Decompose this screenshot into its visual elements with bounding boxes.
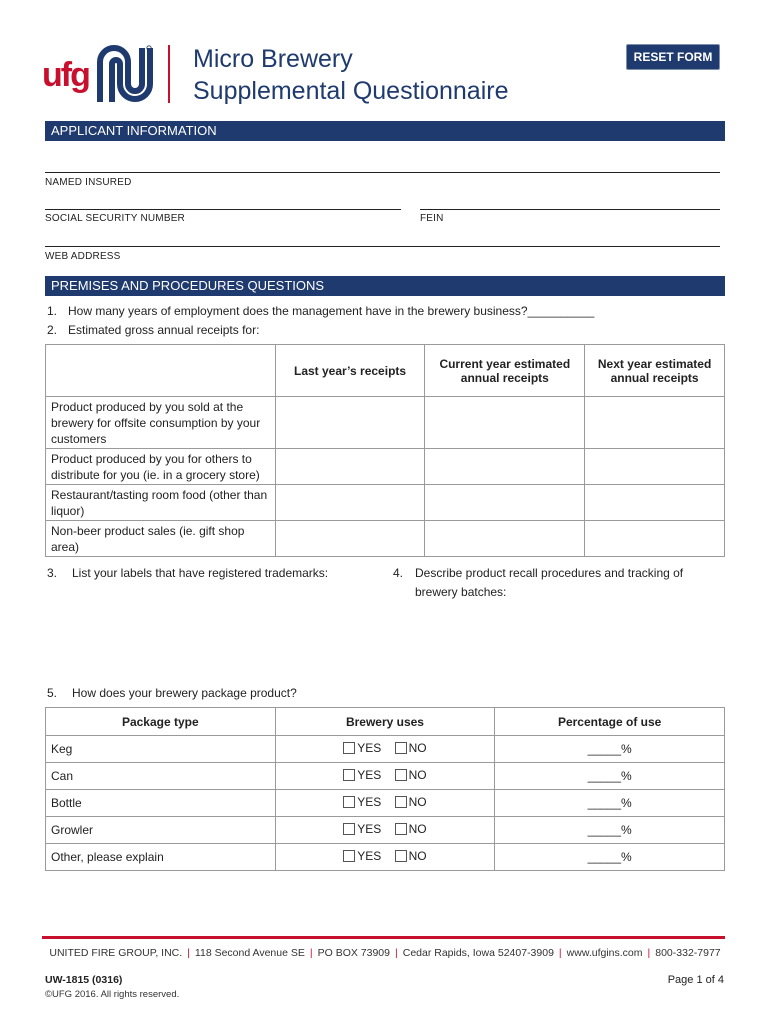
ufg-logo [42, 44, 154, 104]
other-yes-checkbox[interactable] [343, 850, 355, 862]
receipts-cell-last-year[interactable] [275, 521, 425, 557]
page-number: Page 1 of 4 [667, 974, 724, 986]
question-4-text-line1: Describe product recall procedures and tracking of [415, 566, 684, 580]
footer-web[interactable]: www.ufgins.com [566, 947, 643, 959]
receipts-row [46, 449, 725, 485]
web-address-label: WEB ADDRESS [45, 251, 121, 262]
receipts-row [46, 485, 725, 521]
question-5-text: How does your brewery package product? [72, 686, 297, 700]
receipts-row-label: Restaurant/tasting room food (other than liquor) [46, 485, 276, 521]
receipts-row [46, 521, 725, 557]
keg-percentage-field[interactable]: _____% [495, 736, 725, 763]
named-insured-label: NAMED INSURED [45, 177, 132, 188]
receipts-header-blank [46, 345, 276, 397]
trademark-labels-textarea[interactable] [70, 588, 374, 682]
receipts-cell-last-year[interactable] [275, 485, 425, 521]
receipts-cell-next-year[interactable] [585, 521, 725, 557]
receipts-cell-last-year[interactable] [275, 397, 425, 449]
keg-no-checkbox[interactable] [395, 742, 407, 754]
no-label: NO [408, 741, 427, 755]
bottle-no-checkbox[interactable] [395, 796, 407, 808]
footer-address: 118 Second Avenue SE [194, 947, 305, 959]
footer-contact-line: UNITED FIRE GROUP, INC. | 118 Second Avenue SE | PO BOX 73909 | Cedar Rapids, Iowa 52407-3909 | www.ufgins.com | 800-332-7977 [49, 947, 721, 959]
bottle-percentage-field[interactable]: _____% [495, 790, 725, 817]
footer-rule [42, 936, 725, 939]
web-address-input[interactable] [45, 228, 724, 248]
receipts-cell-next-year[interactable] [585, 449, 725, 485]
form-number: UW-1815 (0316) [45, 974, 123, 986]
receipts-cell-last-year[interactable] [275, 449, 425, 485]
package-type-label: Keg [46, 736, 276, 763]
receipts-header-next-year: Next year estimated annual receipts [585, 345, 725, 397]
yes-label: YES [357, 795, 382, 809]
receipts-cell-next-year[interactable] [585, 397, 725, 449]
logo-text: ufg [42, 56, 89, 94]
question-4-number: 4. [393, 566, 404, 580]
yes-label: YES [357, 822, 382, 836]
section-premises-procedures: PREMISES AND PROCEDURES QUESTIONS [45, 276, 725, 296]
receipts-cell-current-year[interactable] [425, 485, 585, 521]
fein-input[interactable] [420, 191, 724, 211]
receipts-cell-next-year[interactable] [585, 485, 725, 521]
package-table [45, 707, 725, 871]
footer-phone: 800-332-7977 [655, 947, 721, 959]
question-3-number: 3. [47, 566, 58, 580]
receipts-row-label: Product produced by you for others to distribute for you (ie. in a grocery store) [46, 449, 276, 485]
yes-label: YES [357, 849, 382, 863]
question-2-number: 2. [47, 323, 58, 337]
yes-label: YES [357, 741, 382, 755]
package-row [46, 736, 725, 763]
question-1-text: How many years of employment does the management have in the brewery business?__________ [68, 304, 595, 318]
package-row [46, 817, 725, 844]
receipts-cell-current-year[interactable] [425, 397, 585, 449]
keg-yes-checkbox[interactable] [343, 742, 355, 754]
no-label: NO [408, 822, 427, 836]
package-row [46, 763, 725, 790]
can-percentage-field[interactable]: _____% [495, 763, 725, 790]
footer-city: Cedar Rapids, Iowa 52407-3909 [402, 947, 554, 959]
question-1-number: 1. [47, 304, 58, 318]
can-yes-checkbox[interactable] [343, 769, 355, 781]
receipts-table [45, 344, 725, 557]
package-row [46, 790, 725, 817]
bottle-yes-checkbox[interactable] [343, 796, 355, 808]
growler-yes-checkbox[interactable] [343, 823, 355, 835]
package-row [46, 844, 725, 871]
ssn-input[interactable] [45, 191, 405, 211]
no-label: NO [408, 768, 427, 782]
question-4-text-line2: brewery batches: [415, 585, 507, 599]
copyright: ©UFG 2016. All rights reserved. [45, 989, 180, 1000]
receipts-cell-current-year[interactable] [425, 521, 585, 557]
recall-procedures-textarea[interactable] [413, 604, 725, 678]
package-header-uses: Brewery uses [275, 708, 495, 736]
package-type-label: Can [46, 763, 276, 790]
web-address-line [45, 246, 720, 247]
ssn-label: SOCIAL SECURITY NUMBER [45, 213, 185, 224]
form-title-line1: Micro Brewery [193, 45, 353, 73]
question-2-text: Estimated gross annual receipts for: [68, 323, 260, 337]
footer-company: UNITED FIRE GROUP, INC. [49, 947, 183, 959]
package-type-label: Growler [46, 817, 276, 844]
section-applicant-information: APPLICANT INFORMATION [45, 121, 725, 141]
reset-form-button[interactable]: RESET FORM [626, 44, 720, 70]
fein-label: FEIN [420, 213, 444, 224]
fein-line [420, 209, 720, 210]
package-header-percentage: Percentage of use [495, 708, 725, 736]
other-percentage-field[interactable]: _____% [495, 844, 725, 871]
question-3-text: List your labels that have registered trademarks: [72, 566, 329, 580]
growler-percentage-field[interactable]: _____% [495, 817, 725, 844]
receipts-header-last-year: Last year’s receipts [275, 345, 425, 397]
growler-no-checkbox[interactable] [395, 823, 407, 835]
can-no-checkbox[interactable] [395, 769, 407, 781]
other-no-checkbox[interactable] [395, 850, 407, 862]
receipts-cell-current-year[interactable] [425, 449, 585, 485]
form-title-line2: Supplemental Questionnaire [193, 77, 509, 105]
no-label: NO [408, 795, 427, 809]
question-5-number: 5. [47, 686, 58, 700]
receipts-row [46, 397, 725, 449]
yes-label: YES [357, 768, 382, 782]
named-insured-input[interactable] [45, 154, 724, 174]
receipts-row-label: Non-beer product sales (ie. gift shop area) [46, 521, 276, 557]
receipts-header-current-year: Current year estimated annual receipts [425, 345, 585, 397]
receipts-row-label: Product produced by you sold at the brewery for offsite consumption by your customers [46, 397, 276, 449]
package-header-type: Package type [46, 708, 276, 736]
footer-po-box: PO BOX 73909 [317, 947, 390, 959]
package-type-label: Other, please explain [46, 844, 276, 871]
no-label: NO [408, 849, 427, 863]
ssn-line [45, 209, 401, 210]
title-divider [168, 45, 170, 103]
named-insured-line [45, 172, 720, 173]
package-type-label: Bottle [46, 790, 276, 817]
